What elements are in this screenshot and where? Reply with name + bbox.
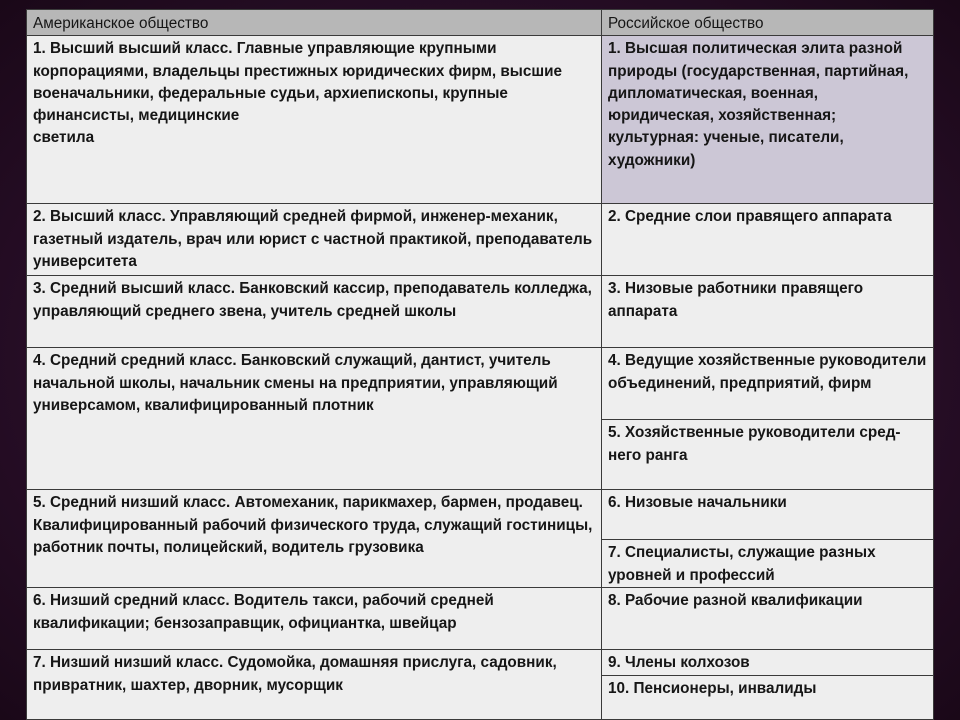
russian-cell: 2. Средние слои правящего аппарата (602, 204, 934, 276)
american-cell: 5. Средний низший класс. Автомеханик, парикмахер, бармен, продавец. Квалифицированный рабочий физического труда, служащий гостиницы, работник почты, полицейский, водитель грузовика (27, 490, 602, 588)
header-american: Американское общество (27, 10, 602, 36)
russian-cell: 10. Пенсионеры, инвалиды (602, 675, 934, 719)
header-row (27, 10, 934, 36)
russian-cell: 9. Члены колхозов (602, 650, 934, 675)
american-cell: 3. Средний высший класс. Банковский кассир, преподаватель колледжа, управляющий среднего звена, учитель средней школы (27, 276, 602, 348)
table-row (27, 204, 934, 276)
table-row (27, 490, 934, 540)
table-row (27, 36, 934, 204)
russian-cell: 3. Низовые работники правящего аппарата (602, 276, 934, 348)
comparison-table (26, 9, 934, 720)
american-cell: 7. Низший низший класс. Судомойка, домашняя прислуга, садовник, привратник, шахтер, дворник, мусорщик (27, 650, 602, 719)
russian-cell: 7. Специалисты, служащие разных уровней и профессий (602, 540, 934, 588)
american-cell: 6. Низший средний класс. Водитель такси, рабочий средней квалификации; бензозаправщик, официантка, швейцар (27, 588, 602, 650)
russian-cell: 6. Низовые начальники (602, 490, 934, 540)
russian-cell: 4. Ведущие хозяйственные руководители объединений, предприятий, фирм (602, 348, 934, 420)
american-cell: 1. Высший высший класс. Главные управляющие крупными корпорациями, владельцы престижных юридических фирм, высшие военачальники, федеральные судьи, архиепископы, крупные финансисты, медицинские светила (27, 36, 602, 204)
russian-cell: 1. Высшая политическая элита разной природы (государственная, партийная, дипломатическая, военная, юридическая, хозяйственная; культурная: ученые, писатели, художники) (602, 36, 934, 204)
table-row (27, 650, 934, 675)
russian-cell: 5. Хозяйственные руководители сред- него ранга (602, 420, 934, 490)
header-russian: Российское общество (602, 10, 934, 36)
american-cell: 4. Средний средний класс. Банковский служащий, дантист, учитель начальной школы, начальник смены на предприятии, управляющий универсамом, квалифицированный плотник (27, 348, 602, 490)
american-cell: 2. Высший класс. Управляющий средней фирмой, инженер-механик, газетный издатель, врач или юрист с частной практикой, преподаватель университета (27, 204, 602, 276)
table-row (27, 588, 934, 650)
table-row (27, 276, 934, 348)
russian-cell: 8. Рабочие разной квалификации (602, 588, 934, 650)
table-row (27, 348, 934, 420)
